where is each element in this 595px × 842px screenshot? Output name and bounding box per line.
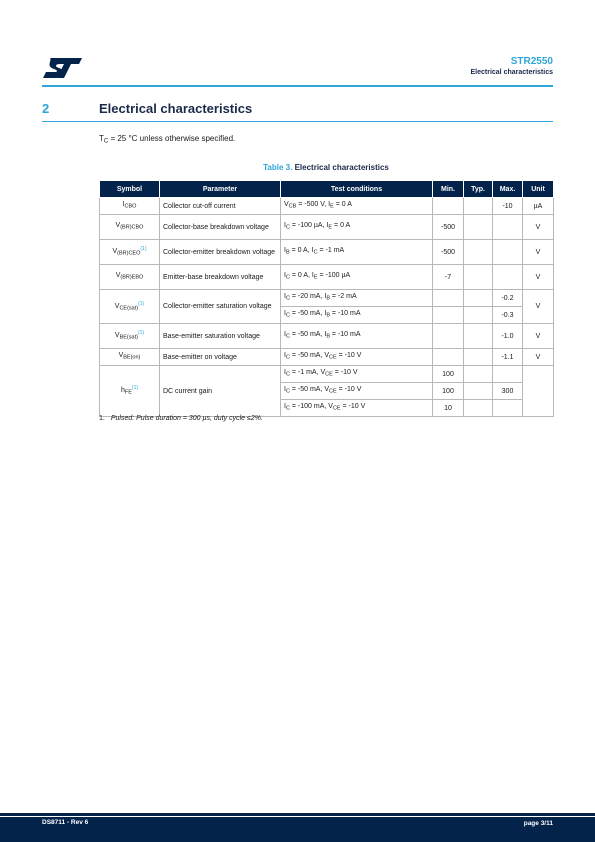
parameter-cell: Emitter-base breakdown voltage: [160, 265, 281, 290]
cond-c: = -1 mA: [317, 247, 345, 255]
parameter-cell: Base-emitter saturation voltage: [160, 324, 281, 349]
typ-cell: [464, 240, 493, 265]
cond-a-subscript: C: [285, 333, 290, 340]
unit-cell: V: [523, 240, 554, 265]
cond-text: = 25 °C unless otherwise specified.: [108, 134, 236, 143]
cond-c: = -10 V: [336, 386, 362, 394]
cond-a: I: [284, 247, 286, 255]
symbol-subscript: FE: [124, 389, 132, 396]
symbol-text: V: [114, 302, 120, 310]
unit-cell: V: [523, 349, 554, 366]
cond-c: = -10 V: [340, 403, 366, 411]
symbol-text: V: [115, 272, 121, 280]
unit-cell: [523, 366, 554, 417]
test-condition-cell: [281, 198, 433, 215]
cond-c: = -10 V: [332, 369, 358, 377]
max-cell: [493, 215, 523, 240]
symbol-cell: [100, 290, 160, 324]
footnote-text: Pulsed: Pulse duration = 300 µs, duty cycle ≤2%.: [110, 415, 263, 422]
typ-cell: [464, 215, 493, 240]
cond-c: = -10 mA: [329, 331, 361, 339]
symbol-cell: [100, 198, 160, 215]
cond-b-subscript: B: [326, 312, 330, 319]
test-condition-cell: [281, 366, 433, 383]
typ-cell: [464, 349, 493, 366]
cond-a: I: [284, 310, 286, 318]
symbol-cell: [100, 215, 160, 240]
cond-a-subscript: B: [285, 249, 290, 256]
unit-cell: V: [523, 290, 554, 324]
cond-c: = -2 mA: [329, 293, 357, 301]
column-header-symbol: Symbol: [100, 181, 160, 198]
min-cell: [433, 198, 464, 215]
cond-a: I: [284, 222, 286, 230]
document-title: STR2550: [510, 56, 553, 67]
min-cell: [433, 307, 464, 324]
max-cell: [493, 400, 523, 417]
typ-cell: [464, 198, 493, 215]
cond-b-subscript: CE: [325, 371, 333, 378]
min-cell: 10: [433, 400, 464, 417]
cond-a-subscript: C: [285, 371, 290, 378]
symbol-text: V: [112, 248, 118, 256]
cond-b-subscript: E: [328, 224, 333, 231]
symbol-text: I: [122, 201, 125, 209]
typ-cell: [464, 383, 493, 400]
min-cell: [433, 290, 464, 307]
cond-symbol-sub: C: [103, 138, 109, 145]
cond-b: = -50 mA, I: [289, 331, 327, 339]
symbol-subscript: CBO: [124, 203, 137, 210]
cond-c: = 0 A: [332, 222, 351, 230]
cond-b: = -100 mA, V: [289, 403, 333, 411]
cond-b: = -20 mA, I: [289, 293, 327, 301]
unit-cell: V: [523, 265, 554, 290]
unit-cell: µA: [523, 198, 554, 215]
footnote-number: 1.: [99, 415, 105, 422]
max-cell: [493, 265, 523, 290]
cond-a-subscript: C: [285, 405, 290, 412]
cond-b: = -50 mA, V: [289, 386, 330, 394]
parameter-cell: Collector cut-off current: [160, 198, 281, 215]
test-condition-cell: [281, 307, 433, 324]
table-row: [100, 198, 554, 215]
cond-a: V: [284, 201, 289, 209]
symbol-subscript: CE(sat): [119, 305, 139, 312]
min-cell: [433, 349, 464, 366]
max-cell: 300: [493, 383, 523, 400]
electrical-characteristics-table: [99, 180, 554, 417]
symbol-subscript: BE(sat): [119, 334, 138, 341]
symbol-subscript: (BR)CBO: [120, 224, 144, 231]
symbol-cell: [100, 324, 160, 349]
cond-a-subscript: C: [285, 274, 290, 281]
test-condition-cell: [281, 215, 433, 240]
max-cell: -0.2: [493, 290, 523, 307]
table-row: [100, 324, 554, 349]
symbol-cell: [100, 349, 160, 366]
typ-cell: [464, 400, 493, 417]
min-cell: -500: [433, 215, 464, 240]
unit-cell: V: [523, 324, 554, 349]
footnote-ref: (1): [140, 246, 147, 253]
symbol-subscript: (BR)CEO: [117, 250, 141, 257]
footnote-ref: (1): [138, 300, 145, 307]
typ-cell: [464, 366, 493, 383]
section-title: Electrical characteristics: [99, 101, 253, 116]
table-row: [100, 265, 554, 290]
symbol-text: V: [114, 332, 120, 340]
cond-a: I: [284, 386, 286, 394]
cond-a: I: [284, 369, 286, 377]
cond-a-subscript: C: [285, 354, 290, 361]
parameter-cell: Base-emitter on voltage: [160, 349, 281, 366]
min-cell: 100: [433, 366, 464, 383]
footer-bar-top: [0, 813, 595, 816]
table-row: [100, 290, 554, 307]
cond-a: I: [284, 272, 286, 280]
parameter-cell: Collector-emitter saturation voltage: [160, 290, 281, 324]
cond-a: I: [284, 293, 286, 301]
table-caption: [99, 163, 553, 172]
column-header-min: Min.: [433, 181, 464, 198]
cond-b: = -100 µA, I: [289, 222, 329, 230]
column-header-unit: Unit: [523, 181, 554, 198]
cond-c: = -10 V: [336, 352, 362, 360]
symbol-cell: [100, 265, 160, 290]
cond-a-subscript: C: [285, 312, 290, 319]
footer-page-number: page 3/11: [523, 820, 553, 827]
footer-bar: [0, 817, 595, 842]
cond-a-subscript: CB: [288, 203, 297, 210]
typ-cell: [464, 290, 493, 307]
parameter-cell: Collector-base breakdown voltage: [160, 215, 281, 240]
table-row: [100, 349, 554, 366]
max-cell: -10: [493, 198, 523, 215]
test-condition-cell: [281, 290, 433, 307]
table-caption-number: Table 3.: [263, 163, 293, 172]
max-cell: [493, 366, 523, 383]
cond-a: I: [284, 352, 286, 360]
cond-b-subscript: CE: [332, 405, 341, 412]
header-section-name: Electrical characteristics: [470, 69, 553, 76]
cond-b: = -50 mA, V: [289, 352, 330, 360]
cond-c: = -100 µA: [317, 272, 351, 280]
cond-b: = -50 mA, I: [289, 310, 327, 318]
section-number: 2: [42, 101, 50, 116]
test-condition-cell: [281, 324, 433, 349]
cond-a-subscript: C: [285, 224, 290, 231]
table-row: [100, 215, 554, 240]
test-condition-cell: [281, 383, 433, 400]
symbol-text: V: [118, 352, 124, 360]
table-row: [100, 240, 554, 265]
min-cell: -500: [433, 240, 464, 265]
max-cell: -0.3: [493, 307, 523, 324]
symbol-subscript: BE(on): [123, 354, 141, 361]
column-header-max: Max.: [493, 181, 523, 198]
cond-b: = -500 V, I: [296, 201, 331, 209]
cond-a-subscript: C: [285, 388, 290, 395]
footer-doc-id: DS8711 - Rev 6: [42, 819, 89, 826]
st-logo-icon: [42, 56, 84, 80]
cond-b: = 0 A, I: [289, 247, 314, 255]
symbol-text: h: [120, 387, 125, 395]
test-conditions-note: [99, 134, 235, 145]
table-caption-title: Electrical characteristics: [294, 163, 389, 172]
symbol-cell: [100, 366, 160, 417]
test-condition-cell: [281, 265, 433, 290]
cond-b-subscript: B: [326, 295, 330, 302]
table-footnote: [99, 415, 263, 422]
header-rule: [42, 85, 553, 87]
min-cell: -7: [433, 265, 464, 290]
page-header: [471, 56, 554, 78]
table-header-row: [100, 181, 554, 198]
cond-b-subscript: CE: [329, 388, 337, 395]
typ-cell: [464, 307, 493, 324]
parameter-cell: Collector-emitter breakdown voltage: [160, 240, 281, 265]
table-row: [100, 366, 554, 383]
column-header-parameter: Parameter: [160, 181, 281, 198]
section-rule: [42, 121, 553, 122]
cond-a: I: [284, 331, 286, 339]
symbol-subscript: (BR)EBO: [120, 274, 144, 281]
cond-b-subscript: C: [313, 249, 318, 256]
cond-a: I: [284, 403, 286, 411]
typ-cell: [464, 265, 493, 290]
cond-b-subscript: CE: [329, 354, 337, 361]
max-cell: [493, 240, 523, 265]
test-condition-cell: [281, 349, 433, 366]
cond-a-subscript: C: [285, 295, 290, 302]
footnote-ref: (1): [137, 330, 145, 337]
cond-b: = -1 mA, V: [289, 369, 326, 377]
cond-b-subscript: B: [326, 333, 330, 340]
max-cell: -1.1: [493, 349, 523, 366]
footnote-ref: (1): [131, 385, 139, 392]
cond-b-subscript: E: [330, 203, 334, 210]
typ-cell: [464, 324, 493, 349]
min-cell: [433, 324, 464, 349]
cond-b-subscript: E: [313, 274, 318, 281]
max-cell: -1.0: [493, 324, 523, 349]
cond-b: = 0 A, I: [289, 272, 314, 280]
symbol-text: V: [115, 222, 121, 230]
parameter-cell: DC current gain: [160, 366, 281, 417]
unit-cell: V: [523, 215, 554, 240]
cond-c: = 0 A: [333, 201, 352, 209]
min-cell: 100: [433, 383, 464, 400]
cond-c: = -10 mA: [329, 310, 361, 318]
cond-symbol: T: [99, 134, 104, 143]
test-condition-cell: [281, 240, 433, 265]
test-condition-cell: [281, 400, 433, 417]
column-header-typ: Typ.: [464, 181, 493, 198]
symbol-cell: [100, 240, 160, 265]
column-header-test-conditions: Test conditions: [281, 181, 433, 198]
